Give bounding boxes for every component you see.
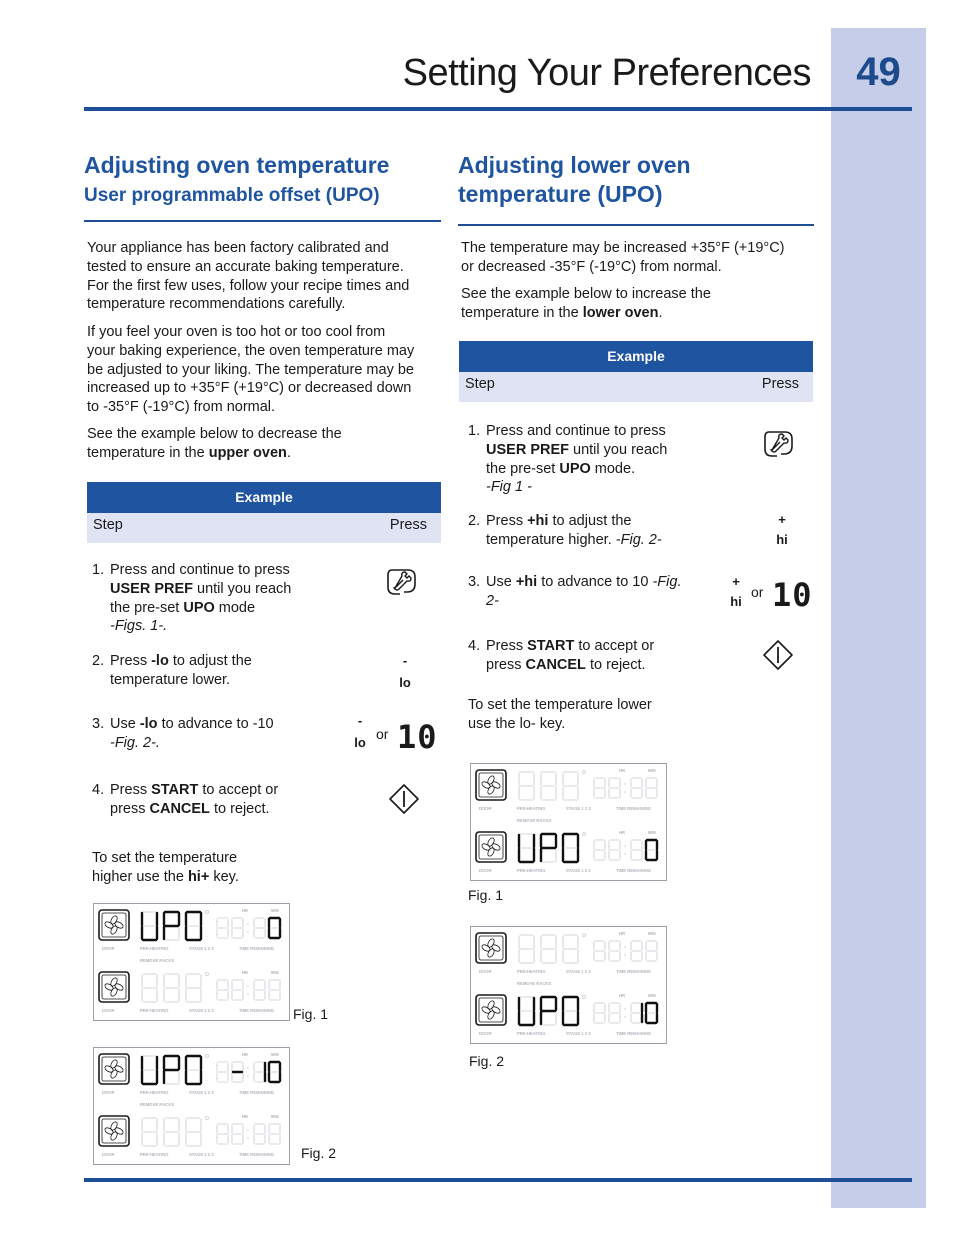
svg-text:STAGE 1 2 3: STAGE 1 2 3 xyxy=(566,806,591,811)
left-fig1-display xyxy=(93,903,290,1021)
svg-text:HR: HR xyxy=(242,970,249,975)
svg-text:DOOR: DOOR xyxy=(479,868,492,873)
svg-text:DOOR: DOOR xyxy=(479,806,492,811)
svg-text:PRE-HEATING: PRE-HEATING xyxy=(140,946,169,951)
left-fig2-caption: Fig. 2 xyxy=(301,1145,337,1161)
right-example-subheader: Step Press xyxy=(459,372,813,402)
svg-text:MIN: MIN xyxy=(648,993,656,998)
svg-text:DOOR: DOOR xyxy=(102,1152,115,1157)
start-diamond-icon-right xyxy=(762,639,794,671)
lo-key-step3: - lo xyxy=(354,713,366,750)
svg-text:REMOVE RACKS: REMOVE RACKS xyxy=(140,1102,175,1107)
svg-text:REMOVE RACKS: REMOVE RACKS xyxy=(517,818,552,823)
user-pref-wrench-icon-right xyxy=(763,429,795,459)
svg-text:STAGE 1 2 3: STAGE 1 2 3 xyxy=(189,946,214,951)
svg-text:TIME REMAINING: TIME REMAINING xyxy=(239,1152,275,1157)
svg-text:MIN: MIN xyxy=(271,1114,279,1119)
left-intro-1: Your appliance has been factory calibrated and tested to ensure an accurate baking temperature. For the first few uses, follow your recipe times and temperature recommendations carefully. xyxy=(87,240,410,313)
svg-text:HR: HR xyxy=(619,931,626,936)
lo-key: - lo xyxy=(399,653,411,690)
right-fig1-caption: Fig. 1 xyxy=(468,887,504,903)
right-intro-2: See the example below to increase the temperature in the lower oven. xyxy=(461,286,711,321)
right-example-header: Example xyxy=(459,341,813,372)
svg-text:TIME REMAINING: TIME REMAINING xyxy=(616,806,652,811)
svg-text:STAGE 1 2 3: STAGE 1 2 3 xyxy=(189,1090,214,1095)
svg-text:TIME REMAINING: TIME REMAINING xyxy=(239,1008,275,1013)
svg-text:PRE-HEATING: PRE-HEATING xyxy=(140,1152,169,1157)
user-pref-wrench-icon xyxy=(386,567,418,597)
svg-text:HR: HR xyxy=(242,1114,249,1119)
right-fig2-display xyxy=(470,926,667,1044)
svg-text:HR: HR xyxy=(619,768,626,773)
left-fig1-caption: Fig. 1 xyxy=(293,1006,329,1022)
svg-text:STAGE 1 2 3: STAGE 1 2 3 xyxy=(566,969,591,974)
left-subheading: User programmable offset (UPO) xyxy=(84,185,380,206)
svg-text:DOOR: DOOR xyxy=(479,969,492,974)
page-number: 49 xyxy=(856,50,901,94)
svg-text:MIN: MIN xyxy=(648,931,656,936)
bottom-rule xyxy=(84,1178,912,1182)
svg-text:STAGE 1 2 3: STAGE 1 2 3 xyxy=(189,1008,214,1013)
right-heading: Adjusting lower oven temperature (UPO) xyxy=(458,152,691,207)
svg-text:TIME REMAINING: TIME REMAINING xyxy=(239,946,275,951)
display-ten: 10 xyxy=(397,718,438,756)
svg-text:MIN: MIN xyxy=(648,830,656,835)
right-intro-1: The temperature may be increased +35°F (+19°C) or decreased -35°F (-19°C) from normal. xyxy=(461,240,785,275)
svg-text:HR: HR xyxy=(619,993,626,998)
left-intro-2: If you feel your oven is too hot or too cool from your baking experience, the oven temperature may be adjusted to your liking. The temperature may be increased up to +35°F (+19°C) or decreased down to -35°F (-19°C) from normal. xyxy=(87,324,415,416)
svg-text:STAGE 1 2 3: STAGE 1 2 3 xyxy=(566,868,591,873)
svg-text:PRE-HEATING: PRE-HEATING xyxy=(517,1031,546,1036)
svg-text:PRE-HEATING: PRE-HEATING xyxy=(517,969,546,974)
svg-text:MIN: MIN xyxy=(271,908,279,913)
svg-text:MIN: MIN xyxy=(648,768,656,773)
svg-text:STAGE 1 2 3: STAGE 1 2 3 xyxy=(189,1152,214,1157)
hi-key: + hi xyxy=(776,512,788,547)
left-example-header: Example xyxy=(87,482,441,513)
left-heading: Adjusting oven temperature xyxy=(84,152,390,178)
svg-text:PRE-HEATING: PRE-HEATING xyxy=(517,806,546,811)
svg-text:HR: HR xyxy=(242,1052,249,1057)
hi-key-step3: + hi xyxy=(730,574,742,609)
or-text: or xyxy=(376,726,389,742)
svg-text:STAGE 1 2 3: STAGE 1 2 3 xyxy=(566,1031,591,1036)
right-heading-rule xyxy=(458,224,814,226)
svg-text:DOOR: DOOR xyxy=(102,1090,115,1095)
right-fig1-display xyxy=(470,763,667,881)
left-heading-rule xyxy=(84,220,441,222)
svg-text:HR: HR xyxy=(619,830,626,835)
svg-text:DOOR: DOOR xyxy=(102,946,115,951)
right-fig2-caption: Fig. 2 xyxy=(469,1053,505,1069)
start-diamond-icon xyxy=(388,783,420,815)
svg-text:REMOVE RACKS: REMOVE RACKS xyxy=(140,958,175,963)
svg-text:DOOR: DOOR xyxy=(102,1008,115,1013)
svg-text:TIME REMAINING: TIME REMAINING xyxy=(616,969,652,974)
left-example-subheader: Step Press xyxy=(87,513,441,543)
left-intro-3: See the example below to decrease the temperature in the upper oven. xyxy=(87,426,342,461)
left-fig2-display xyxy=(93,1047,290,1165)
svg-text:DOOR: DOOR xyxy=(479,1031,492,1036)
side-tab xyxy=(831,28,926,1208)
svg-text:PRE-HEATING: PRE-HEATING xyxy=(140,1090,169,1095)
left-footer: To set the temperature higher use the hi+ key. xyxy=(92,850,239,885)
svg-text:TIME REMAINING: TIME REMAINING xyxy=(239,1090,275,1095)
svg-text:MIN: MIN xyxy=(271,1052,279,1057)
top-rule xyxy=(84,107,912,111)
right-footer: To set the temperature lower use the lo- key. xyxy=(468,697,652,732)
svg-text:REMOVE RACKS: REMOVE RACKS xyxy=(517,981,552,986)
page-title: Setting Your Preferences xyxy=(402,52,811,94)
svg-text:HR: HR xyxy=(242,908,249,913)
svg-text:PRE-HEATING: PRE-HEATING xyxy=(517,868,546,873)
svg-text:TIME REMAINING: TIME REMAINING xyxy=(616,1031,652,1036)
or-text-right: or xyxy=(751,584,764,600)
svg-text:TIME REMAINING: TIME REMAINING xyxy=(616,868,652,873)
display-ten-right: 10 xyxy=(772,576,813,614)
svg-text:MIN: MIN xyxy=(271,970,279,975)
svg-text:PRE-HEATING: PRE-HEATING xyxy=(140,1008,169,1013)
